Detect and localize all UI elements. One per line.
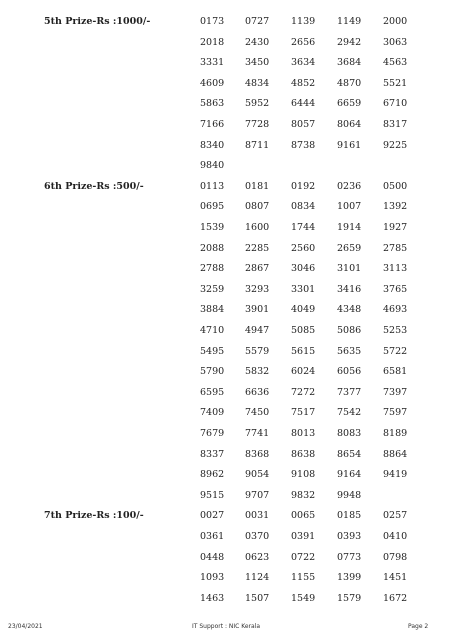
ticket-number: 0798: [383, 551, 408, 563]
ticket-number: 8317: [383, 119, 408, 130]
ticket-number: 9948: [337, 489, 362, 501]
ticket-number: 1507: [245, 592, 270, 604]
ticket-number: 1914: [337, 222, 362, 233]
ticket-number: 5085: [291, 325, 316, 336]
ticket-number: 0370: [245, 531, 270, 542]
ticket-number: 1392: [383, 201, 408, 213]
ticket-number: 0623: [245, 551, 270, 563]
ticket-number: 1155: [291, 572, 316, 584]
ticket-number: 0727: [245, 16, 270, 27]
ticket-number: 8013: [291, 428, 316, 439]
ticket-number: 2785: [383, 242, 408, 254]
ticket-number: 4693: [383, 304, 408, 316]
ticket-number: 3259: [200, 283, 225, 295]
ticket-number: 4609: [200, 77, 225, 89]
ticket-number: 3416: [337, 283, 362, 295]
ticket-number: 8738: [291, 139, 316, 151]
ticket-number: 0065: [291, 510, 316, 522]
ticket-number: 1399: [337, 572, 362, 584]
ticket-number: 9054: [245, 469, 270, 481]
ticket-number: 3063: [383, 36, 408, 48]
ticket-number: 1927: [383, 222, 408, 233]
ticket-number: 6636: [245, 386, 270, 398]
ticket-number: 0448: [200, 551, 225, 563]
ticket-number: 7450: [245, 407, 270, 419]
ticket-number: 9161: [337, 139, 362, 151]
ticket-number: 7517: [291, 407, 316, 419]
ticket-number: 2788: [200, 263, 225, 275]
ticket-number: 9840: [200, 160, 225, 172]
ticket-number: 7679: [200, 428, 225, 439]
ticket-number: 5086: [337, 325, 362, 336]
ticket-number: 7272: [291, 386, 316, 398]
ticket-number: 5253: [383, 325, 408, 336]
ticket-number: 8057: [291, 119, 316, 130]
ticket-number: 2430: [245, 36, 270, 48]
ticket-number: 3450: [245, 57, 270, 69]
ticket-number: 9707: [245, 489, 270, 501]
ticket-number: 2018: [200, 36, 225, 48]
ticket-number: 9164: [337, 469, 362, 481]
ticket-number: 0185: [337, 510, 362, 522]
ticket-number: 9419: [383, 469, 408, 481]
ticket-number: 6024: [291, 366, 316, 378]
ticket-number: 0361: [200, 531, 225, 542]
ticket-number: 5635: [337, 345, 362, 357]
ticket-number: 1600: [245, 222, 270, 233]
ticket-number: 9832: [291, 489, 316, 501]
ticket-number: 1744: [291, 222, 316, 233]
ticket-number: 0807: [245, 201, 270, 213]
ticket-number: 8654: [337, 448, 362, 460]
ticket-number: 1451: [383, 572, 408, 584]
ticket-number: 1149: [337, 16, 362, 27]
ticket-number: 1463: [200, 592, 225, 604]
ticket-number: 0391: [291, 531, 316, 542]
ticket-number: 4834: [245, 77, 270, 89]
ticket-number: 6710: [383, 98, 408, 110]
ticket-number: 1579: [337, 592, 362, 604]
ticket-number: 4852: [291, 77, 316, 89]
ticket-number: 0834: [291, 201, 316, 213]
ticket-number: 3046: [291, 263, 316, 275]
ticket-number: 7397: [383, 386, 408, 398]
ticket-number: 8962: [200, 469, 225, 481]
ticket-number: 7166: [200, 119, 225, 130]
ticket-number: 6056: [337, 366, 362, 378]
ticket-number: 7741: [245, 428, 270, 439]
ticket-number: 3634: [291, 57, 316, 69]
ticket-number: 6595: [200, 386, 225, 398]
ticket-number: 3901: [245, 304, 270, 316]
ticket-number: 3331: [200, 57, 225, 69]
ticket-number: 8189: [383, 428, 408, 439]
ticket-number: 7409: [200, 407, 225, 419]
prize-label: 6th Prize-Rs :500/-: [44, 180, 144, 192]
ticket-number: 8340: [200, 139, 225, 151]
footer-date: 23/04/2021: [8, 623, 43, 630]
ticket-number: 0773: [337, 551, 362, 563]
ticket-number: 2656: [291, 36, 316, 48]
ticket-number: 5495: [200, 345, 225, 357]
ticket-number: 3765: [383, 283, 408, 295]
ticket-number: 3113: [383, 263, 408, 275]
ticket-number: 8638: [291, 448, 316, 460]
ticket-number: 5615: [291, 345, 316, 357]
ticket-number: 5722: [383, 345, 408, 357]
ticket-number: 7542: [337, 407, 362, 419]
ticket-number: 4049: [291, 304, 316, 316]
prize-label: 7th Prize-Rs :100/-: [44, 510, 144, 522]
ticket-number: 2560: [291, 242, 316, 254]
ticket-number: 0181: [245, 180, 270, 192]
ticket-number: 8083: [337, 428, 362, 439]
ticket-number: 8864: [383, 448, 408, 460]
ticket-number: 2942: [337, 36, 362, 48]
ticket-number: 0257: [383, 510, 408, 522]
ticket-number: 8711: [245, 139, 270, 151]
ticket-number: 4947: [245, 325, 270, 336]
ticket-number: 8064: [337, 119, 362, 130]
ticket-number: 6581: [383, 366, 408, 378]
ticket-number: 3684: [337, 57, 362, 69]
ticket-number: 3293: [245, 283, 270, 295]
ticket-number: 4348: [337, 304, 362, 316]
ticket-number: 4870: [337, 77, 362, 89]
ticket-number: 1007: [337, 201, 362, 213]
ticket-number: 0695: [200, 201, 225, 213]
ticket-number: 7728: [245, 119, 270, 130]
ticket-number: 0236: [337, 180, 362, 192]
ticket-number: 8337: [200, 448, 225, 460]
prize-label: 5th Prize-Rs :1000/-: [44, 16, 151, 27]
ticket-number: 3884: [200, 304, 225, 316]
footer-support: IT Support : NIC Kerala: [192, 623, 261, 630]
ticket-number: 1539: [200, 222, 225, 233]
ticket-number: 2659: [337, 242, 362, 254]
ticket-number: 0410: [383, 531, 408, 542]
ticket-number: 5521: [383, 77, 408, 89]
ticket-number: 3301: [291, 283, 316, 295]
ticket-number: 1672: [383, 592, 408, 604]
ticket-number: 9108: [291, 469, 316, 481]
ticket-number: 2000: [383, 16, 408, 27]
footer-page: Page 2: [408, 623, 429, 630]
ticket-number: 0393: [337, 531, 362, 542]
ticket-number: 2088: [200, 242, 225, 254]
ticket-number: 0173: [200, 16, 225, 27]
ticket-number: 1139: [291, 16, 316, 27]
ticket-number: 9515: [200, 489, 225, 501]
ticket-number: 5863: [200, 98, 225, 110]
ticket-number: 0722: [291, 551, 316, 563]
ticket-number: 4563: [383, 57, 408, 69]
ticket-number: 0500: [383, 180, 408, 192]
ticket-number: 7597: [383, 407, 408, 419]
ticket-number: 9225: [383, 139, 408, 151]
ticket-number: 8368: [245, 448, 270, 460]
ticket-number: 0192: [291, 180, 316, 192]
ticket-number: 1124: [245, 572, 270, 584]
ticket-number: 7377: [337, 386, 362, 398]
ticket-number: 5790: [200, 366, 225, 378]
ticket-number: 0031: [245, 510, 270, 522]
ticket-number: 2285: [245, 242, 270, 254]
ticket-number: 5832: [245, 366, 270, 378]
ticket-number: 0027: [200, 510, 225, 522]
ticket-number: 0113: [200, 180, 225, 192]
ticket-number: 1093: [200, 572, 225, 584]
ticket-number: 6444: [291, 98, 316, 110]
ticket-number: 1549: [291, 592, 316, 604]
ticket-number: 5579: [245, 345, 270, 357]
ticket-number: 6659: [337, 98, 362, 110]
ticket-number: 5952: [245, 98, 270, 110]
ticket-number: 2867: [245, 263, 270, 275]
ticket-number: 4710: [200, 325, 225, 336]
ticket-number: 3101: [337, 263, 362, 275]
